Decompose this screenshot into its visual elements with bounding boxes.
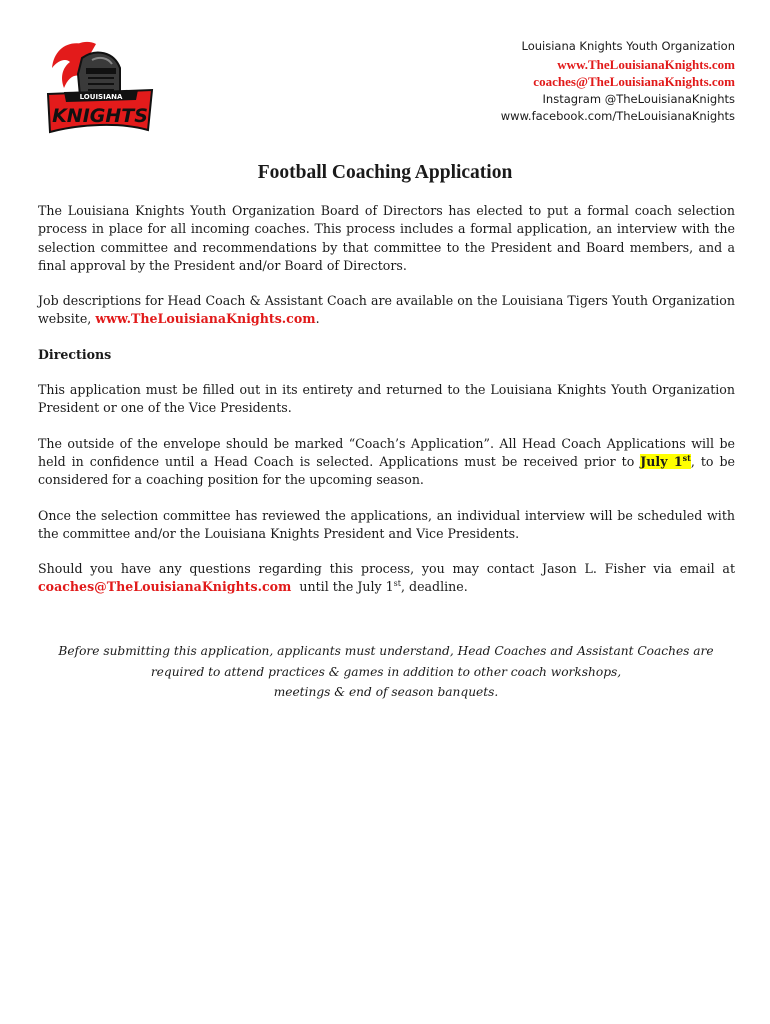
- note-line-1: Before submitting this application, applicants must understand, Head Coaches and Assistant Coaches are: [58, 644, 714, 658]
- requirements-note: [30, 641, 742, 703]
- questions-text: Should you have any questions regarding this process, you may contact Jason L. Fisher via email at: [38, 561, 735, 577]
- questions-paragraph: [38, 560, 735, 597]
- website-link[interactable]: www.TheLouisianaKnights.com: [557, 56, 735, 72]
- email-link[interactable]: coaches@TheLouisianaKnights.com: [533, 74, 735, 89]
- interview-paragraph: Once the selection committee has reviewed the applications, an individual interview will be scheduled with the committee and/or the Louisiana Knights President and Vice Presidents.: [38, 507, 735, 541]
- contact-block: [501, 38, 735, 126]
- page-title: Football Coaching Application: [257, 162, 513, 183]
- document-body: [38, 202, 735, 614]
- envelope-paragraph: [38, 435, 735, 490]
- questions-end: , deadline.: [401, 579, 468, 595]
- website-link-inline[interactable]: www.TheLouisianaKnights.com: [95, 311, 316, 327]
- knights-logo: [40, 38, 162, 136]
- deadline-highlight: [640, 454, 691, 469]
- directions-heading: Directions: [38, 346, 112, 362]
- svg-text:LOUISIANA: LOUISIANA: [79, 93, 123, 101]
- envelope-end: , to be considered for a coaching position for the upcoming season.: [38, 453, 735, 488]
- note-line-3: meetings & end of season banquets.: [273, 685, 499, 699]
- period: .: [315, 311, 320, 327]
- job-description-paragraph: [38, 292, 735, 329]
- intro-paragraph: The Louisiana Knights Youth Organization Board of Directors has elected to put a formal coach selection process in place for all incoming coaches. This process includes a formal application, an interview with the selection committee and recommendations by that committee to the President and Board members, and a final approval by the President and/or Board of Directors.: [38, 203, 735, 273]
- knight-helmet-icon: [40, 38, 162, 136]
- note-line-2: required to attend practices & games in addition to other coach workshops,: [150, 664, 622, 679]
- instagram-handle: Instagram @TheLouisianaKnights: [542, 91, 735, 106]
- questions-suffix: st: [393, 579, 401, 589]
- email-link-inline[interactable]: coaches@TheLouisianaKnights.com: [38, 579, 292, 595]
- job-description-text: Job descriptions for Head Coach & Assistant Coach are available on the Louisiana Tigers Youth Organization website,: [38, 293, 735, 327]
- submission-paragraph: This application must be filled out in its entirety and returned to the Louisiana Knights Youth Organization President or one of the Vice Presidents.: [38, 382, 735, 416]
- facebook-link[interactable]: www.facebook.com/TheLouisianaKnights: [500, 109, 735, 123]
- svg-text:KNIGHTS: KNIGHTS: [52, 105, 148, 127]
- questions-after: until the July 1: [291, 579, 394, 595]
- deadline-suffix: st: [682, 452, 691, 463]
- deadline-date: July 1: [640, 453, 683, 469]
- organization-name: Louisiana Knights Youth Organization: [521, 39, 735, 53]
- envelope-text: The outside of the envelope should be marked “Coach’s Application”. All Head Coach Applications will be held in confidence until a Head Coach is selected. Applications must be received prior to: [38, 435, 735, 469]
